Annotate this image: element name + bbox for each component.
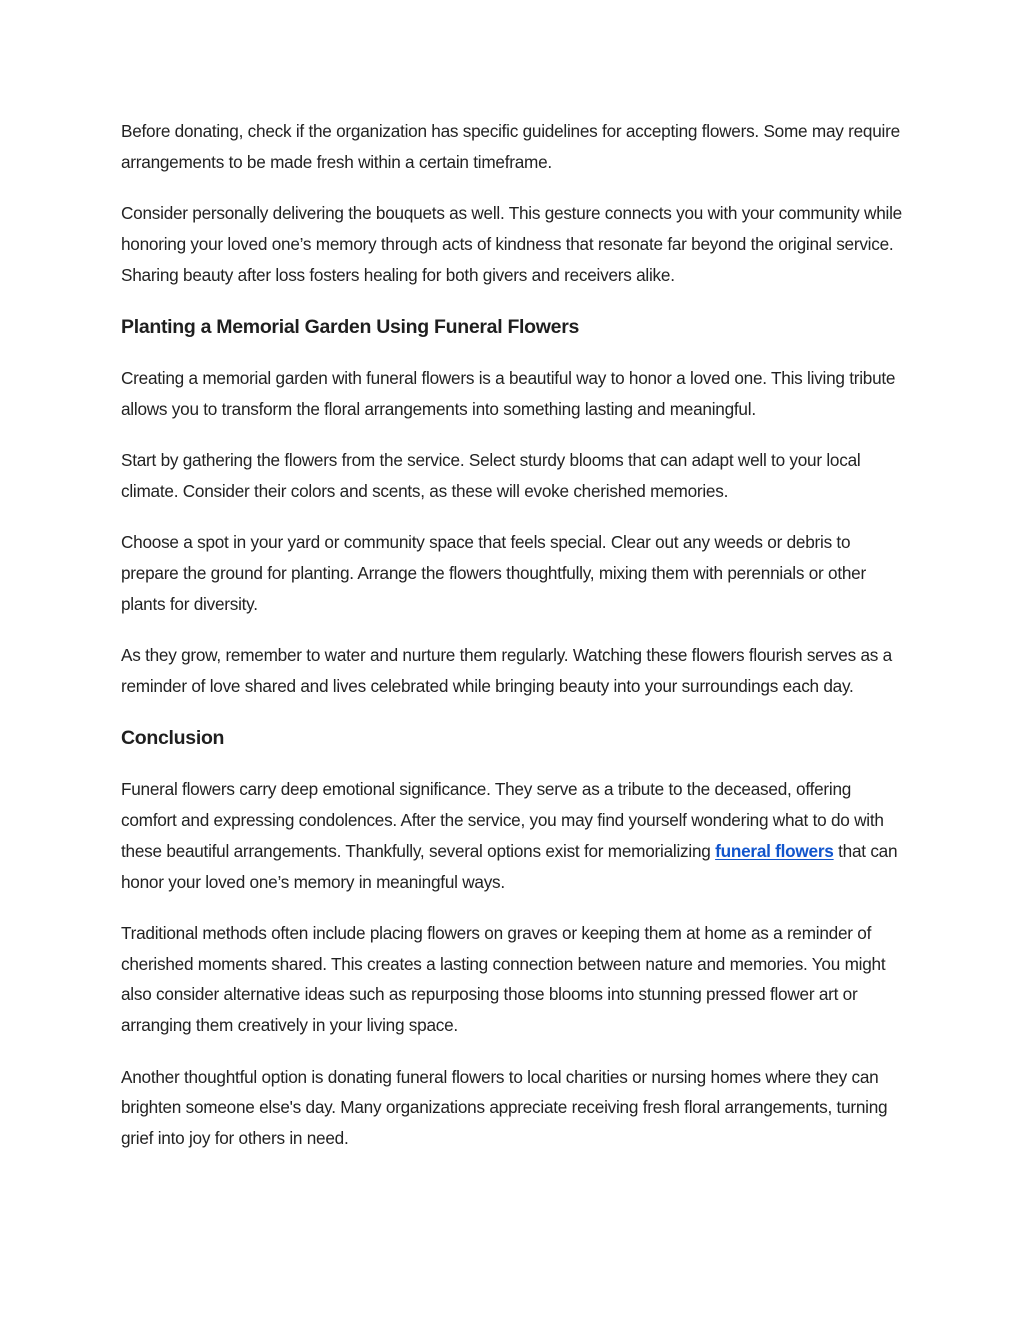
memorial-garden-heading: Planting a Memorial Garden Using Funeral Flowers [121, 315, 580, 338]
conclusion-paragraph-1-text-before: Funeral flowers carry deep emotional significance. They serve as a tribute to the deceased, offering comfort and expressing condolences. After the service, you may find yourself wondering what to do with these beautiful arrangements. Thankfully, several options exist for memorializing [121, 779, 884, 861]
memorial-garden-paragraph-3: Choose a spot in your yard or community space that feels special. Clear out any weeds or debris to prepare the ground for planting. Arrange the flowers thoughtfully, mixing them with perennials or other plants for diversity. [121, 532, 866, 614]
memorial-garden-paragraph-2: Start by gathering the flowers from the service. Select sturdy blooms that can adapt well to your local climate. Consider their colors and scents, as these will evoke cherished memories. [121, 450, 861, 501]
conclusion-paragraph-2: Traditional methods often include placing flowers on graves or keeping them at home as a reminder of cherished moments shared. This creates a lasting connection between nature and memories. You might also consider alternative ideas such as repurposing those blooms into stunning pressed flower art or arranging them creatively in your living space. [121, 922, 886, 1036]
intro-paragraph-1: Before donating, check if the organization has specific guidelines for accepting flowers. Some may require arrangements to be made fresh within a certain timeframe. [121, 121, 900, 172]
document-page [121, 116, 905, 1174]
intro-paragraph-2: Consider personally delivering the bouquets as well. This gesture connects you with your community while honoring your loved one’s memory through acts of kindness that resonate far beyond the original service. Sharing beauty after loss fosters healing for both givers and receivers alike. [121, 203, 902, 285]
funeral-flowers-link[interactable]: funeral flowers [715, 840, 834, 861]
memorial-garden-paragraph-4: As they grow, remember to water and nurture them regularly. Watching these flowers flourish serves as a reminder of love shared and lives celebrated while bringing beauty into your surroundings each day. [121, 645, 892, 696]
conclusion-heading: Conclusion [121, 727, 225, 750]
memorial-garden-paragraph-1: Creating a memorial garden with funeral flowers is a beautiful way to honor a loved one. This living tribute allows you to transform the floral arrangements into something lasting and meaningful. [121, 367, 896, 419]
conclusion-paragraph-1-text-after: that can honor your loved one’s memory in meaningful ways. [121, 840, 898, 892]
conclusion-paragraph-1 [121, 774, 905, 897]
conclusion-paragraph-3: Another thoughtful option is donating funeral flowers to local charities or nursing homes where they can brighten someone else's day. Many organizations appreciate receiving fresh floral arrangements, turning grief into joy for others in need. [121, 1066, 888, 1149]
